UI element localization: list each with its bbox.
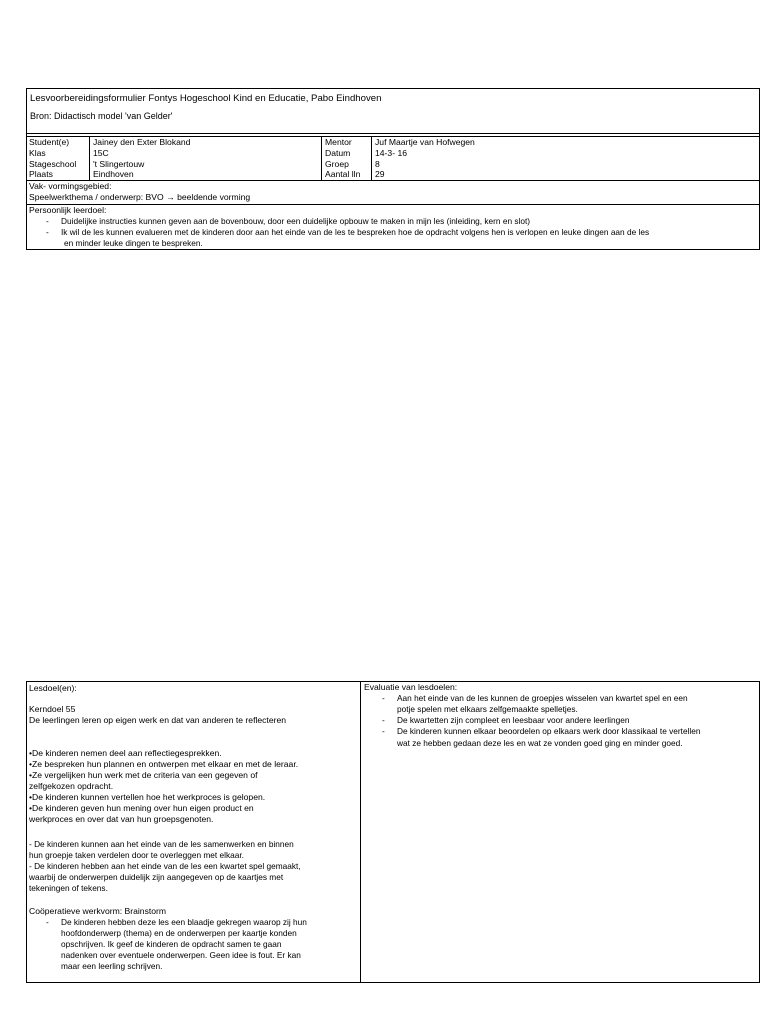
lesdoel-extra: - De kinderen hebben aan het einde van de les een kwartet spel gemaakt, bbox=[29, 861, 301, 871]
groep-label: Groep bbox=[325, 159, 349, 169]
student-value: Jainey den Exter Blokand bbox=[93, 137, 191, 147]
lesdoel-point: werkproces en over dat van hun groepsgenoten. bbox=[29, 814, 214, 824]
werkvorm-line: hoofdonderwerp (thema) en de onderwerpen per kaartje konden bbox=[61, 928, 297, 938]
klas-label: Klas bbox=[29, 148, 46, 158]
divider bbox=[26, 204, 760, 205]
datum-label: Datum bbox=[325, 148, 351, 158]
lesdoel-point: •De kinderen geven hun mening over hun eigen product en bbox=[29, 803, 254, 813]
leerdoel-continuation: en minder leuke dingen te bespreken. bbox=[64, 238, 203, 248]
lesdoel-point: •Ze bespreken hun plannen en ontwerpen met elkaar en met de leraar. bbox=[29, 759, 299, 769]
evaluatie-item: - De kinderen kunnen elkaar beoordelen op elkaars werk door klassikaal te vertellen bbox=[362, 726, 758, 737]
divider bbox=[26, 133, 760, 134]
column-divider bbox=[89, 136, 90, 180]
mentor-value: Juf Maartje van Hofwegen bbox=[375, 137, 475, 147]
stageschool-value: 't Slingertouw bbox=[93, 159, 145, 169]
evaluatie-title: Evaluatie van lesdoelen: bbox=[364, 682, 458, 692]
column-divider bbox=[371, 136, 372, 180]
werkvorm-line: nadenken over eventuele onderwerpen. Geen idee is fout. Er kan bbox=[61, 950, 301, 960]
leerdoel-item: - Ik wil de les kunnen evalueren met de kinderen door aan het einde van de les te bespreken hoe de opdracht volgens hen is verlopen en leuke dingen aan de les bbox=[26, 227, 756, 238]
groep-value: 8 bbox=[375, 159, 380, 169]
lesdoel-point: •De kinderen nemen deel aan reflectiegesprekken. bbox=[29, 748, 222, 758]
stageschool-label: Stageschool bbox=[29, 159, 77, 169]
werkvorm-line: maar een leerling schrijven. bbox=[61, 961, 163, 971]
divider bbox=[26, 180, 760, 181]
werkvorm-line: opschrijven. Ik geef de kinderen de opdracht samen te gaan bbox=[61, 939, 282, 949]
leerdoel-list bbox=[26, 216, 756, 238]
kerndoel-label: Kerndoel 55 bbox=[29, 704, 76, 714]
mentor-label: Mentor bbox=[325, 137, 352, 147]
student-label: Student(e) bbox=[29, 137, 70, 147]
form-title: Lesvoorbereidingsformulier Fontys Hogeschool Kind en Educatie, Pabo Eindhoven bbox=[30, 93, 382, 104]
aantal-value: 29 bbox=[375, 169, 385, 179]
plaats-label: Plaats bbox=[29, 169, 53, 179]
form-source: Bron: Didactisch model 'van Gelder' bbox=[30, 111, 173, 121]
werkvorm-title: Coöperatieve werkvorm: Brainstorm bbox=[29, 906, 167, 916]
evaluatie-item: - Aan het einde van de les kunnen de groepjes wisselen van kwartet spel en een bbox=[362, 693, 758, 704]
evaluatie-line: potje spelen met elkaars zelfgemaakte spelletjes. bbox=[397, 704, 578, 714]
lesdoel-point: •Ze vergelijken hun werk met de criteria van een gegeven of bbox=[29, 770, 258, 780]
column-divider bbox=[321, 136, 322, 180]
werkvorm-list bbox=[26, 917, 356, 928]
lesdoel-point: •De kinderen kunnen vertellen hoe het werkproces is gelopen. bbox=[29, 792, 266, 802]
plaats-value: Eindhoven bbox=[93, 169, 134, 179]
lesdoel-extra: - De kinderen kunnen aan het einde van de les samenwerken en binnen bbox=[29, 839, 294, 849]
datum-value: 14-3- 16 bbox=[375, 148, 408, 158]
leerdoel-item: - Duidelijke instructies kunnen geven aan de bovenbouw, door een duidelijke opbouw te maken in mijn les (inleiding, kern en slot) bbox=[26, 216, 756, 227]
evaluatie-list bbox=[362, 715, 758, 737]
thema-label: Speelwerkthema / onderwerp: BVO → beeldende vorming bbox=[29, 192, 251, 202]
evaluatie-line: wat ze hebben gedaan deze les en wat ze vonden goed ging en minder goed. bbox=[397, 738, 683, 748]
column-divider bbox=[360, 681, 361, 983]
leerdoel-title: Persoonlijk leerdoel: bbox=[29, 205, 107, 215]
evaluatie-list bbox=[362, 693, 758, 704]
lesdoel-extra: hun groepje taken verdelen door te overleggen met elkaar. bbox=[29, 850, 244, 860]
vak-label: Vak- vormingsgebied: bbox=[29, 181, 112, 191]
lesdoel-point: zelfgekozen opdracht. bbox=[29, 781, 114, 791]
lesdoelen-title: Lesdoel(en): bbox=[29, 683, 77, 693]
aantal-label: Aantal lln bbox=[325, 169, 361, 179]
evaluatie-item: - De kwartetten zijn compleet en leesbaar voor andere leerlingen bbox=[362, 715, 758, 726]
klas-value: 15C bbox=[93, 148, 109, 158]
werkvorm-item: - De kinderen hebben deze les een blaadje gekregen waarop zij hun bbox=[26, 917, 356, 928]
lesdoel-extra: tekeningen of tekens. bbox=[29, 883, 108, 893]
lesdoel-extra: waarbij de onderwerpen duidelijk zijn aangegeven op de kaartjes met bbox=[29, 872, 284, 882]
kerndoel-text: De leerlingen leren op eigen werk en dat van anderen te reflecteren bbox=[29, 715, 287, 725]
